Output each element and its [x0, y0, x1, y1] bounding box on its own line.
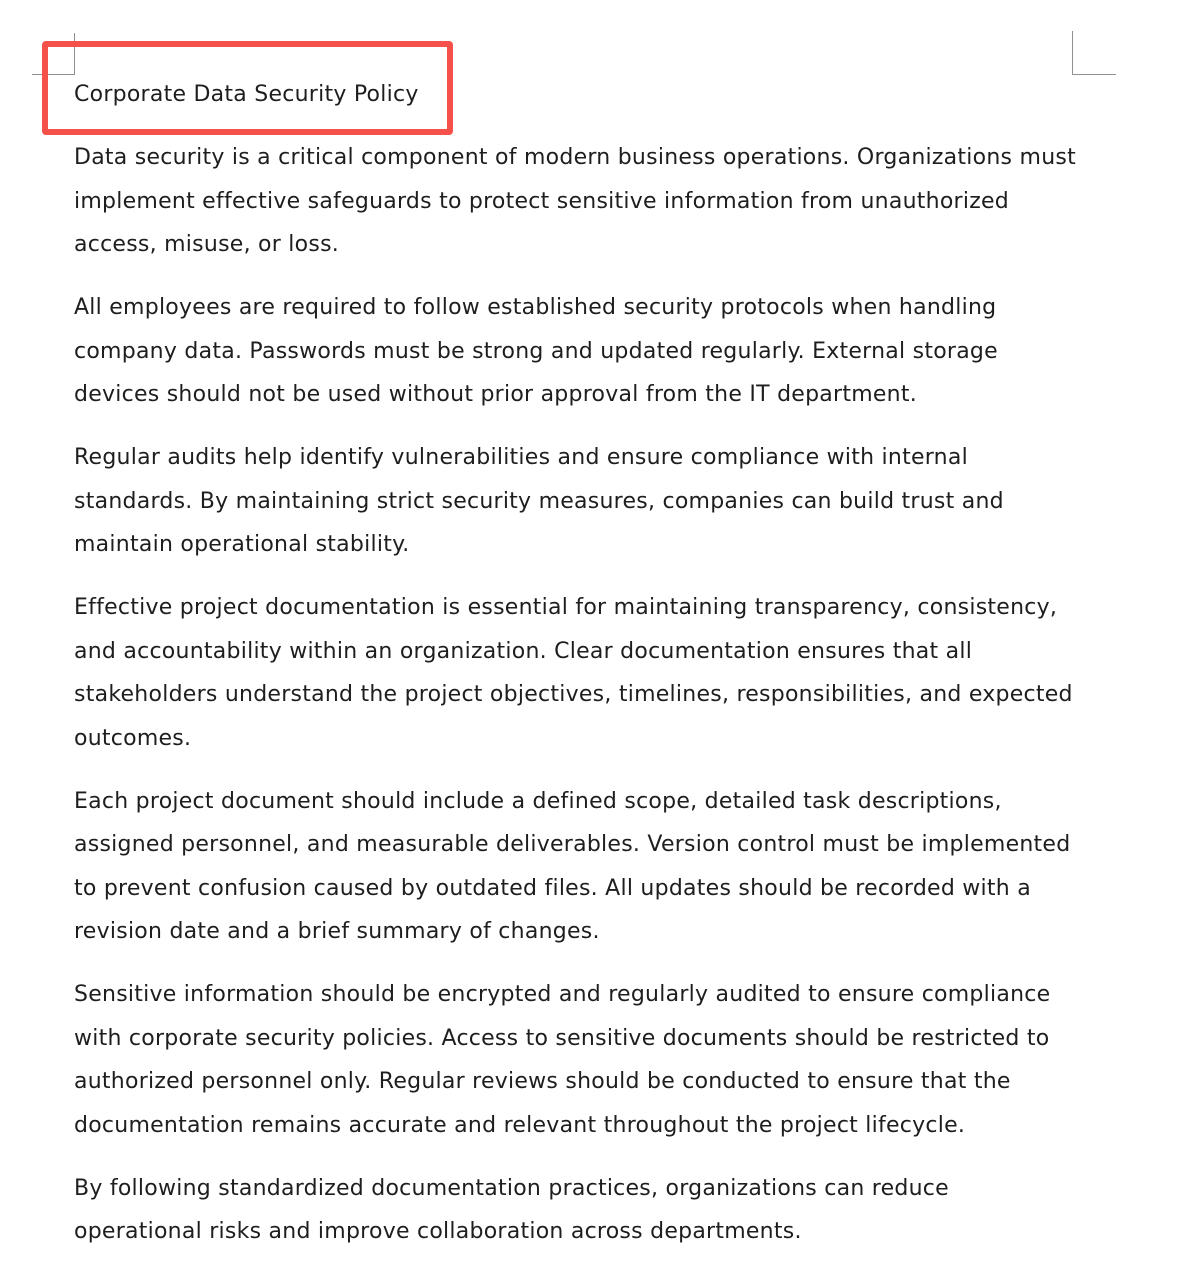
paragraph[interactable]: Data security is a critical component of modern business operations. Organizations must implement effective safeguards to protect sensitive information from unauthorized access, misuse, or loss.	[74, 145, 1076, 257]
paragraph[interactable]: Each project document should include a defined scope, detailed task descriptions, assigned personnel, and measurable deliverables. Version control must be implemented to prevent confusion caused by outdated files. All updates should be recorded with a revision date and a brief summary of changes.	[74, 788, 1071, 944]
paragraph[interactable]: Regular audits help identify vulnerabilities and ensure compliance with internal standards. By maintaining strict security measures, companies can build trust and maintain operational stability.	[74, 445, 1004, 557]
paragraphs	[74, 136, 1076, 1254]
document-body	[74, 73, 1076, 1273]
paragraph[interactable]: All employees are required to follow established security protocols when handling company data. Passwords must be strong and updated regularly. External storage devices should not be used without prior approval from the IT department.	[74, 295, 998, 407]
paragraph[interactable]: Sensitive information should be encrypted and regularly audited to ensure compliance with corporate security policies. Access to sensitive documents should be restricted to authorized personnel only. Regular reviews should be conducted to ensure that the documentation remains accurate and relevant throughout the project lifecycle.	[74, 982, 1051, 1138]
page-margin-mark-top-left-icon	[32, 33, 75, 75]
paragraph[interactable]: By following standardized documentation practices, organizations can reduce operational risks and improve collaboration across departments.	[74, 1175, 949, 1244]
document-title[interactable]: Corporate Data Security Policy	[74, 82, 419, 107]
paragraph[interactable]: Effective project documentation is essential for maintaining transparency, consistency, and accountability within an organization. Clear documentation ensures that all stakeholders understand the project objectives, timelines, responsibilities, and expected outcomes.	[74, 595, 1073, 751]
page-margin-mark-top-right-icon	[1072, 31, 1116, 75]
